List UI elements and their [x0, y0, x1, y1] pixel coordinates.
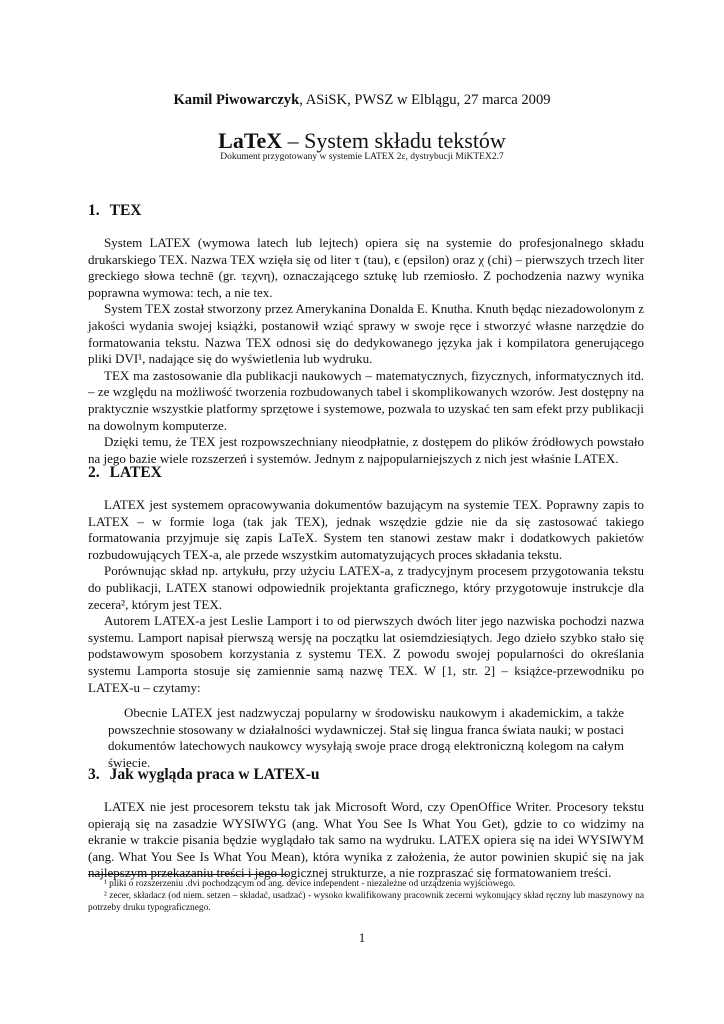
page-number: 1: [358, 930, 366, 945]
footnote: ² zecer, składacz (od niem. setzen – składać, usadzać) - wysoko kwalifikowany pracownik zecerni wykonujący skład ręczny lub maszynowy na potrzeby druku typograficznego.: [88, 891, 644, 914]
document-subtitle: Dokument przygotowany w systemie LATEX 2ε, dystrybucji MiKTEX2.7: [220, 152, 504, 162]
section-number: 3.: [88, 766, 100, 783]
section-number: 2.: [88, 464, 100, 481]
section-title: Jak wygląda praca w LATEX-u: [109, 766, 320, 783]
paragraph: Dzięki temu, że TEX jest rozpowszechniany nieodpłatnie, z dostępem do plików źródłowych powstało na jego bazie wiele rozszerzeń i systemów. Jednym z najpopularniejszych z nich jest właśnie LATEX.: [88, 434, 644, 466]
section-heading: [88, 766, 644, 784]
quote-text: Obecnie LATEX jest nadzwyczaj popularny w środowisku naukowym i akademickim, a także powszechnie stosowany w działalności wydawniczej. Stał się lingua franca świata nauki; w postaci dokumentów latechowych naukowcy wysyłają swoje prace drogą elektroniczną kolegom na całym świecie.: [108, 705, 624, 770]
paragraph: TEX ma zastosowanie dla publikacji naukowych – matematycznych, fizycznych, informatycznych itd. – ze względu na możliwość tworzenia rozbudowanych tabel i skomplikowanych wzorów. Jest dostępny na praktycznie wszystkie platformy sprzętowe i systemowe, pozwala to uzyskać ten sam efekt przy publikacji na dowolnym komputerze.: [88, 367, 644, 433]
block-quote: [108, 705, 624, 771]
section-title: LATEX: [109, 464, 162, 481]
section-number: 1.: [88, 202, 100, 219]
footnote: ¹ pliki o rozszerzeniu .dvi pochodzącym od ang. device independent - niezależne od urządzenia wyjściowego.: [104, 879, 516, 889]
paragraph: System TEX został stworzony przez Amerykanina Donalda E. Knutha. Knuth będąc niezadowolonym z jakości wydania swojej książki, postanowił wziąć sprawy w swoje ręce i stworzyć własne narzędzie do formatowania tekstu. Nazwa TEX odnosi się do dedykowanego języka jak i kompilatora generującego pliki DVI¹, nadające się do wyświetlenia lub wydruku.: [88, 301, 644, 367]
section-2: [88, 464, 644, 772]
section-1: [88, 202, 644, 467]
paragraph: Autorem LATEX-a jest Leslie Lamport i to od pierwszych dwóch liter jego nazwiska pochodzi nazwa systemu. Lamport napisał pierwszą wersję na początku lat osiemdziesiątych. Jego dzieło szybko stało się podstawowym sposobem korzystania z systemu TEX. Z powodu swojej popularności do określania systemu Lamporta stosuje się zamiennie samą nazwę TEX. W [1, str. 2] – książce-przewodniku po LATEX-u – czytamy:: [88, 613, 644, 695]
title-logo: LaTeX: [218, 128, 283, 153]
footnotes: [88, 874, 644, 915]
document-title: [0, 128, 724, 154]
title-text: – System składu tekstów: [282, 128, 506, 153]
section-title: TEX: [109, 202, 142, 219]
author-line: [0, 92, 724, 109]
paragraph: Porównując skład np. artykułu, przy użyciu LATEX-a, z tradycyjnym procesem przygotowania tekstu do publikacji, LATEX stanowi odpowiednik projektanta graficznego, który przygotowuje instrukcje dla zecera², którym jest TEX.: [88, 563, 644, 612]
paragraph: LATEX nie jest procesorem tekstu tak jak Microsoft Word, czy OpenOffice Writer. Procesory tekstu opierają się na zasadzie WYSIWYG (ang. What You See Is What You Get), gdzie to co widzimy na ekranie w trakcie pisania będzie wyglądało tak samo na wydruku. LATEX opiera się na idei WYSIWYM (ang. What You See Is What You Mean), która wynika z założenia, że autor powinien skupić się na jak najlepszym przekazaniu treści i jego logicznej strukturze, a nie rozpraszać się formatowaniem treści.: [88, 799, 644, 881]
section-3: [88, 766, 644, 882]
paragraph: System LATEX (wymowa latech lub lejtech) opiera się na systemie do profesjonalnego składu drukarskiego TEX. Nazwa TEX wzięła się od liter τ (tau), ϵ (epsilon) oraz χ (chi) – pierwszych trzech liter greckiego słowa technē (gr. τεχνη), oznaczającego sztukę lub rzemiosło. Z pochodzenia nazwy wynika poprawna wymowa: tech, a nie tex.: [88, 235, 644, 300]
author-affiliation-date: , ASiSK, PWSZ w Elblągu, 27 marca 2009: [299, 92, 551, 108]
section-heading: [88, 202, 644, 220]
footnote-rule: [88, 874, 288, 875]
paragraph: LATEX jest systemem opracowywania dokumentów bazującym na systemie TEX. Poprawny zapis to LATEX – w formie loga (tak jak TEX), jednak wszędzie gdzie nie da się zastosować takiego formatowania przyjmuje się zapis LaTeX. System ten stanowi zestaw makr i dodatkowych pakietów rozbudowujących TEX-a, ale przede wszystkim automatyzujących proces składania tekstu.: [88, 497, 644, 562]
section-heading: [88, 464, 644, 482]
author-name: Kamil Piwowarczyk: [173, 92, 300, 108]
